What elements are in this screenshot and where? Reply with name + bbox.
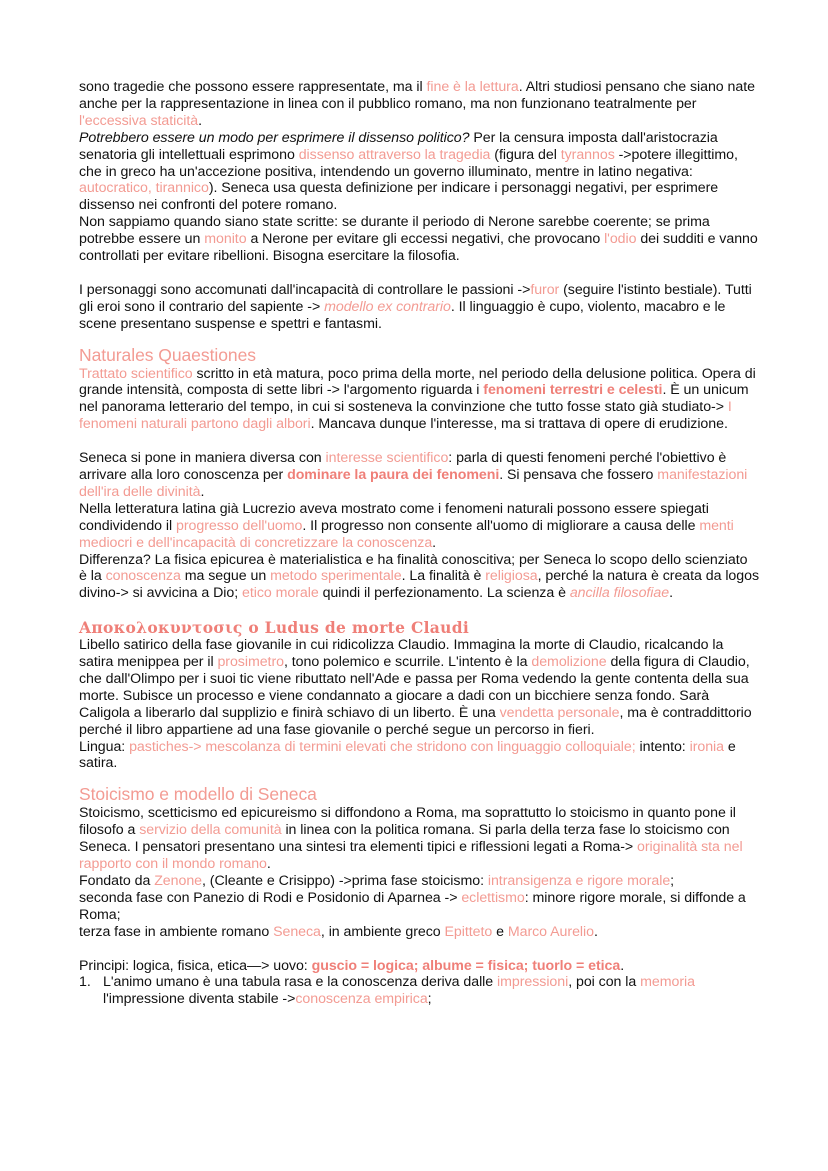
paragraph-lingua: Lingua: pastiches-> mescolanza di termini elevati che stridono con linguaggio colloquiale; intento: ironia e satira. (79, 738, 736, 772)
highlight: interesse scientifico (325, 450, 449, 467)
paragraph-differenza: Differenza? La fisica epicurea è materialistica e ha finalità conoscitiva; per Seneca lo scopo dello scienziato è la conoscenza ma segue un metodo sperimentale. La finalità è religiosa, perché la natura è creata da logos divino-> si avvicina a Dio; etico morale quindi il perfezionamento. La scienza è ancilla filosofiae. (79, 551, 759, 602)
paragraph-seconda-fase: seconda fase con Panezio di Rodi e Posidonio di Aparnea -> eclettismo: minore rigore morale, si diffonde a Roma; (79, 889, 746, 923)
highlight: demolizione (531, 654, 607, 671)
highlight: dissenso attraverso la tragedia (298, 146, 491, 163)
highlight: conoscenza (105, 568, 181, 585)
highlight: ancilla filosofiae (569, 585, 670, 602)
highlight-bold: fenomeni terrestri e celesti (483, 382, 663, 399)
highlight: Trattato scientifico (79, 365, 193, 382)
paragraph-personaggi: I personaggi sono accomunati dall'incapacità di controllare le passioni ->furor (seguire l'istinto bestiale). Tutti gli eroi sono il contrario del sapiente -> modello ex contrario. Il linguaggio è cupo, violento, macabro e le scene presentano suspense e spettri e fantasmi. (79, 281, 752, 332)
paragraph-tragedie-lettura: sono tragedie che possono essere rappresentate, ma il fine è la lettura. Altri studiosi pensano che siano nate anche per la rappresentazione in linea con il pubblico romano, ma non funzionano teatralmente per l'eccessiva staticità. (79, 79, 755, 129)
paragraph-trattato-scientifico: Trattato scientifico scritto in età matura, poco prima della morte, nel periodo della delusione politica. Opera di grande intensità, composta di sette libri -> l'argomento riguarda i fenomeni terrestri e celesti. È un unicum nel panorama letterario del tempo, in cui si sosteneva la convinzione che tutto fosse stato già studiato-> I fenomeni naturali partono dagli albori. Mancava dunque l'interesse, ma si trattava di opere di erudizione. (79, 365, 756, 433)
highlight: memoria (640, 974, 695, 991)
paragraph-libello-satirico: Libello satirico della fase giovanile in cui ridicolizza Claudio. Immagina la morte di Claudio, ricalcando la satira menippea per il prosimetro, tono polemico e scurrile. L'intento è la demolizione della figura di Claudio, che dall'Olimpo per i suoi tic viene ributtato nell'Ade e passa per Roma vedendo la gente contenta della sua morte. Subisce un processo e viene condannato a giocare a dadi con un bicchiere senza fondo. Sarà Caligola a liberarlo dal supplizio e finirà schiavo di un liberto. È una vendetta personale, ma è contraddittorio perché il libro appartiene ad una fase giovanile o perché segue un percorso in fieri. (79, 637, 752, 738)
highlight: monito (204, 231, 247, 248)
highlight: religiosa (485, 568, 538, 585)
highlight: manifestazioni dell'ira delle divinità (79, 467, 748, 500)
highlight: menti mediocri e dell'incapacità di concretizzare la conoscenza (79, 517, 734, 551)
heading-naturales-quaestiones: Naturales Quaestiones (79, 344, 256, 365)
highlight: conoscenza empirica (295, 991, 428, 1008)
highlight: l'odio (604, 231, 637, 248)
highlight: prosimetro (217, 654, 284, 671)
highlight: pastiches-> mescolanza di termini elevati che stridono con linguaggio colloquiale; (129, 738, 636, 755)
highlight: modello ex contrario (324, 298, 451, 315)
highlight-bold: dominare la paura dei fenomeni (287, 467, 500, 483)
highlight: I fenomeni naturali partono dagli albori (79, 399, 732, 433)
highlight: intransigenza e rigore morale (487, 873, 671, 890)
paragraph-principi: Principi: logica, fisica, etica—> uovo: guscio = logica; albume = fisica; tuorlo = etica. (79, 957, 625, 974)
highlight: autocratico, tirannico (79, 180, 209, 197)
paragraph-prima-fase: Fondato da Zenone, (Cleante e Crisippo) ->prima fase stoicismo: intransigenza e rigore morale; (79, 873, 675, 890)
paragraph-terza-fase: terza fase in ambiente romano Seneca, in ambiente greco Epitteto e Marco Aurelio. (79, 923, 598, 940)
principles-list (79, 974, 759, 1008)
highlight: metodo sperimentale (270, 568, 402, 585)
highlight: servizio della comunità (139, 822, 282, 839)
highlight: vendetta personale (499, 704, 620, 721)
highlight: tyrannos (560, 146, 615, 163)
list-number: 1. (79, 974, 91, 991)
paragraph-stoicismo-roma: Stoicismo, scetticismo ed epicureismo si diffondono a Roma, ma soprattutto lo stoicismo in quanto pone il filosofo a servizio della comunità in linea con la politica romana. Si parla della terza fase lo stoicismo con Seneca. I pensatori presentano una sintesi tra elementi tipici e riflessioni legati a Roma-> originalità sta nel rapporto con il mondo romano. (79, 805, 743, 873)
highlight: ironia (689, 738, 724, 755)
question: Potrebbero essere un modo per esprimere il dissenso politico? (79, 129, 470, 146)
highlight: l'eccessiva staticità (79, 112, 199, 129)
list-item: 1. L'animo umano è una tabula rasa e la conoscenza deriva dalle impressioni, poi con la memoria l'impressione diventa stabile ->conoscenza empirica; (79, 974, 695, 1008)
highlight: Epitteto (444, 923, 493, 940)
highlight-bold: guscio = logica; albume = fisica; tuorlo = etica (311, 957, 621, 974)
paragraph-lucrezio: Nella letteratura latina già Lucrezio aveva mostrato come i fenomeni naturali possono essere spiegati condividendo il progresso dell'uomo. Il progresso non consente all'uomo di migliorare a causa delle menti mediocri e dell'incapacità di concretizzare la conoscenza. (79, 500, 734, 551)
highlight: furor (530, 281, 560, 298)
paragraph-dissenso-politico: Potrebbero essere un modo per esprimere il dissenso politico? Per la censura imposta dall'aristocrazia senatoria gli intellettuali esprimono dissenso attraverso la tragedia (figura del tyrannos ->potere illegittimo, che in greco ha un'accezione positiva, intendendo un governo illuminato, mentre in latino negativa: autocratico, tirannico). Seneca usa questa definizione per indicare i personaggi negativi, per esprimere dissenso nei confronti del potere romano. (79, 129, 738, 214)
highlight: fine è la lettura (426, 79, 519, 95)
highlight: Seneca (273, 923, 321, 940)
document-page (79, 79, 759, 1008)
paragraph-interesse-scientifico: Seneca si pone in maniera diversa con interesse scientifico: parla di questi fenomeni perché l'obiettivo è arrivare alla loro conoscenza per dominare la paura dei fenomeni. Si pensava che fossero manifestazioni dell'ira delle divinità. (79, 450, 748, 500)
highlight: eclettismo (461, 889, 525, 906)
highlight: impressioni (497, 974, 569, 991)
highlight: originalità sta nel rapporto con il mondo romano (79, 839, 743, 873)
heading-apokolokyntosis: Αποκολοκυντοσις o Ludus de morte Claudi (79, 618, 470, 638)
heading-stoicismo: Stoicismo e modello di Seneca (79, 784, 317, 805)
highlight: etico morale (242, 585, 319, 602)
highlight: progresso dell'uomo (176, 517, 303, 534)
highlight: Zenone (154, 873, 203, 890)
highlight: Marco Aurelio (507, 923, 594, 940)
paragraph-datazione: Non sappiamo quando siano state scritte: se durante il periodo di Nerone sarebbe coerente; se prima potrebbe essere un monito a Nerone per evitare gli eccessi negativi, che provocano l'odio dei sudditi e vanno controllati per evitare ribellioni. Bisogna esercitare la filosofia. (79, 214, 758, 265)
